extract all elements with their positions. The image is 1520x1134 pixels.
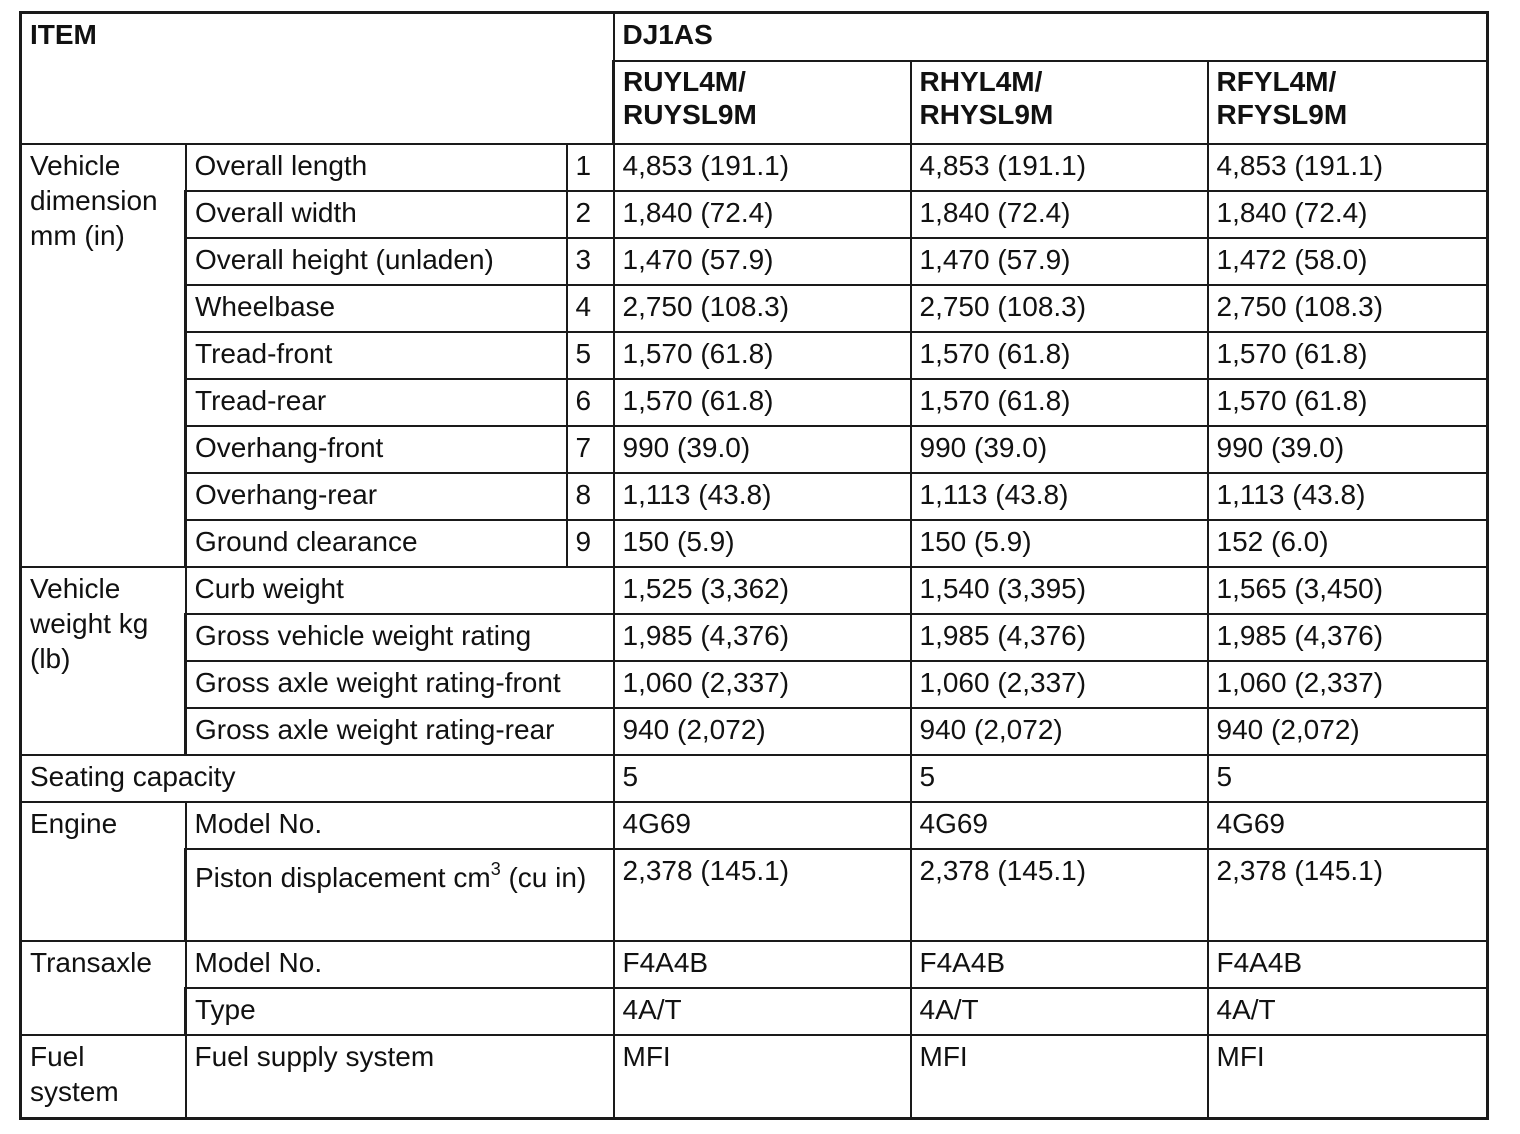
cell-value: 4G69 bbox=[1208, 802, 1488, 849]
model-1-line1: RUYL4M/ bbox=[623, 65, 746, 97]
row-number: 5 bbox=[567, 332, 614, 379]
model-2-line1: RHYL4M/ bbox=[919, 65, 1043, 97]
cell-value: 2,750 (108.3) bbox=[911, 285, 1208, 332]
cell-value: 4,853 (191.1) bbox=[911, 144, 1208, 191]
table-row bbox=[21, 191, 1488, 238]
row-label: Type bbox=[186, 988, 614, 1035]
cell-value: 1,565 (3,450) bbox=[1208, 567, 1488, 614]
table-row bbox=[21, 238, 1488, 285]
model-header-3 bbox=[1208, 61, 1488, 144]
cell-value: 1,470 (57.9) bbox=[911, 238, 1208, 285]
model-1-line2: RUYSL9M bbox=[623, 98, 757, 130]
row-label: Overhang-rear bbox=[186, 473, 567, 520]
fuel-group-label: Fuel system bbox=[21, 1035, 186, 1119]
model-group-header: DJ1AS bbox=[614, 13, 1488, 61]
cell-value: 1,060 (2,337) bbox=[1208, 661, 1488, 708]
cell-value: 4G69 bbox=[911, 802, 1208, 849]
table-row bbox=[21, 708, 1488, 755]
cell-value: 1,840 (72.4) bbox=[614, 191, 911, 238]
row-number: 3 bbox=[567, 238, 614, 285]
cell-value: 1,840 (72.4) bbox=[911, 191, 1208, 238]
table-row bbox=[21, 473, 1488, 520]
cell-value: 990 (39.0) bbox=[1208, 426, 1488, 473]
model-header-1 bbox=[614, 61, 911, 144]
weight-group-label: Vehicle weight kg (lb) bbox=[21, 567, 186, 755]
row-label bbox=[186, 849, 614, 941]
cell-value: 1,113 (43.8) bbox=[1208, 473, 1488, 520]
table-row bbox=[21, 567, 1488, 614]
row-label: Overhang-front bbox=[186, 426, 567, 473]
table-row bbox=[21, 1035, 1488, 1119]
engine-group-label: Engine bbox=[21, 802, 186, 941]
cell-value: MFI bbox=[614, 1035, 911, 1119]
row-label: Overall width bbox=[186, 191, 567, 238]
table-row bbox=[21, 661, 1488, 708]
displacement-label-sup: 3 bbox=[490, 858, 501, 879]
row-label: Overall height (unladen) bbox=[186, 238, 567, 285]
cell-value: 1,570 (61.8) bbox=[911, 379, 1208, 426]
cell-value: 990 (39.0) bbox=[614, 426, 911, 473]
header-row-1 bbox=[21, 13, 1488, 61]
cell-value: 1,113 (43.8) bbox=[614, 473, 911, 520]
cell-value: 5 bbox=[911, 755, 1208, 802]
row-label: Tread-rear bbox=[186, 379, 567, 426]
table-row bbox=[21, 988, 1488, 1035]
cell-value: 1,470 (57.9) bbox=[614, 238, 911, 285]
cell-value: 1,985 (4,376) bbox=[911, 614, 1208, 661]
displacement-label-post: (cu in) bbox=[500, 861, 587, 893]
cell-value: 4A/T bbox=[911, 988, 1208, 1035]
cell-value: 1,570 (61.8) bbox=[911, 332, 1208, 379]
model-3-line1: RFYL4M/ bbox=[1216, 65, 1337, 97]
cell-value: 2,378 (145.1) bbox=[1208, 849, 1488, 941]
cell-value: 940 (2,072) bbox=[614, 708, 911, 755]
cell-value: 1,113 (43.8) bbox=[911, 473, 1208, 520]
cell-value: 4,853 (191.1) bbox=[1208, 144, 1488, 191]
cell-value: 1,985 (4,376) bbox=[1208, 614, 1488, 661]
row-label: Model No. bbox=[186, 802, 614, 849]
cell-value: 1,985 (4,376) bbox=[614, 614, 911, 661]
table-row bbox=[21, 941, 1488, 988]
cell-value: 1,840 (72.4) bbox=[1208, 191, 1488, 238]
model-header-2 bbox=[911, 61, 1208, 144]
cell-value: 4,853 (191.1) bbox=[614, 144, 911, 191]
cell-value: 150 (5.9) bbox=[911, 520, 1208, 567]
row-label: Tread-front bbox=[186, 332, 567, 379]
cell-value: 2,378 (145.1) bbox=[911, 849, 1208, 941]
row-label: Wheelbase bbox=[186, 285, 567, 332]
table-row bbox=[21, 332, 1488, 379]
cell-value: 1,525 (3,362) bbox=[614, 567, 911, 614]
dimension-group-label: Vehicle dimension mm (in) bbox=[21, 144, 186, 567]
cell-value: MFI bbox=[911, 1035, 1208, 1119]
cell-value: 1,060 (2,337) bbox=[614, 661, 911, 708]
model-2-line2: RHYSL9M bbox=[919, 98, 1054, 130]
table-row bbox=[21, 802, 1488, 849]
cell-value: 2,378 (145.1) bbox=[614, 849, 911, 941]
cell-value: 2,750 (108.3) bbox=[614, 285, 911, 332]
cell-value: 990 (39.0) bbox=[911, 426, 1208, 473]
cell-value: 4A/T bbox=[614, 988, 911, 1035]
table-row bbox=[21, 379, 1488, 426]
table-row bbox=[21, 144, 1488, 191]
cell-value: F4A4B bbox=[1208, 941, 1488, 988]
cell-value: 1,570 (61.8) bbox=[614, 332, 911, 379]
cell-value: 1,570 (61.8) bbox=[1208, 379, 1488, 426]
cell-value: 1,570 (61.8) bbox=[614, 379, 911, 426]
row-number: 6 bbox=[567, 379, 614, 426]
cell-value: F4A4B bbox=[911, 941, 1208, 988]
row-label: Fuel supply system bbox=[186, 1035, 614, 1119]
cell-value: 1,570 (61.8) bbox=[1208, 332, 1488, 379]
model-3-line2: RFYSL9M bbox=[1216, 98, 1348, 130]
row-label: Ground clearance bbox=[186, 520, 567, 567]
cell-value: 4A/T bbox=[1208, 988, 1488, 1035]
row-label: Gross axle weight rating-front bbox=[186, 661, 614, 708]
cell-value: 150 (5.9) bbox=[614, 520, 911, 567]
row-number: 4 bbox=[567, 285, 614, 332]
row-number: 2 bbox=[567, 191, 614, 238]
seating-label: Seating capacity bbox=[21, 755, 614, 802]
row-number: 8 bbox=[567, 473, 614, 520]
specifications-table bbox=[19, 11, 1489, 1120]
table-row bbox=[21, 849, 1488, 941]
table-row bbox=[21, 520, 1488, 567]
table-row bbox=[21, 755, 1488, 802]
row-label: Overall length bbox=[186, 144, 567, 191]
transaxle-group-label: Transaxle bbox=[21, 941, 186, 1035]
cell-value: 2,750 (108.3) bbox=[1208, 285, 1488, 332]
row-label: Gross vehicle weight rating bbox=[186, 614, 614, 661]
cell-value: F4A4B bbox=[614, 941, 911, 988]
cell-value: 152 (6.0) bbox=[1208, 520, 1488, 567]
cell-value: 5 bbox=[1208, 755, 1488, 802]
cell-value: 940 (2,072) bbox=[1208, 708, 1488, 755]
row-number: 9 bbox=[567, 520, 614, 567]
row-label: Gross axle weight rating-rear bbox=[186, 708, 614, 755]
cell-value: 5 bbox=[614, 755, 911, 802]
table-row bbox=[21, 426, 1488, 473]
item-header: ITEM bbox=[21, 13, 614, 144]
table-row bbox=[21, 614, 1488, 661]
cell-value: MFI bbox=[1208, 1035, 1488, 1119]
cell-value: 940 (2,072) bbox=[911, 708, 1208, 755]
row-label: Model No. bbox=[186, 941, 614, 988]
row-label: Curb weight bbox=[186, 567, 614, 614]
table-row bbox=[21, 285, 1488, 332]
row-number: 1 bbox=[567, 144, 614, 191]
displacement-label-pre: Piston displacement cm bbox=[195, 861, 491, 893]
row-number: 7 bbox=[567, 426, 614, 473]
cell-value: 1,540 (3,395) bbox=[911, 567, 1208, 614]
cell-value: 1,472 (58.0) bbox=[1208, 238, 1488, 285]
cell-value: 1,060 (2,337) bbox=[911, 661, 1208, 708]
cell-value: 4G69 bbox=[614, 802, 911, 849]
